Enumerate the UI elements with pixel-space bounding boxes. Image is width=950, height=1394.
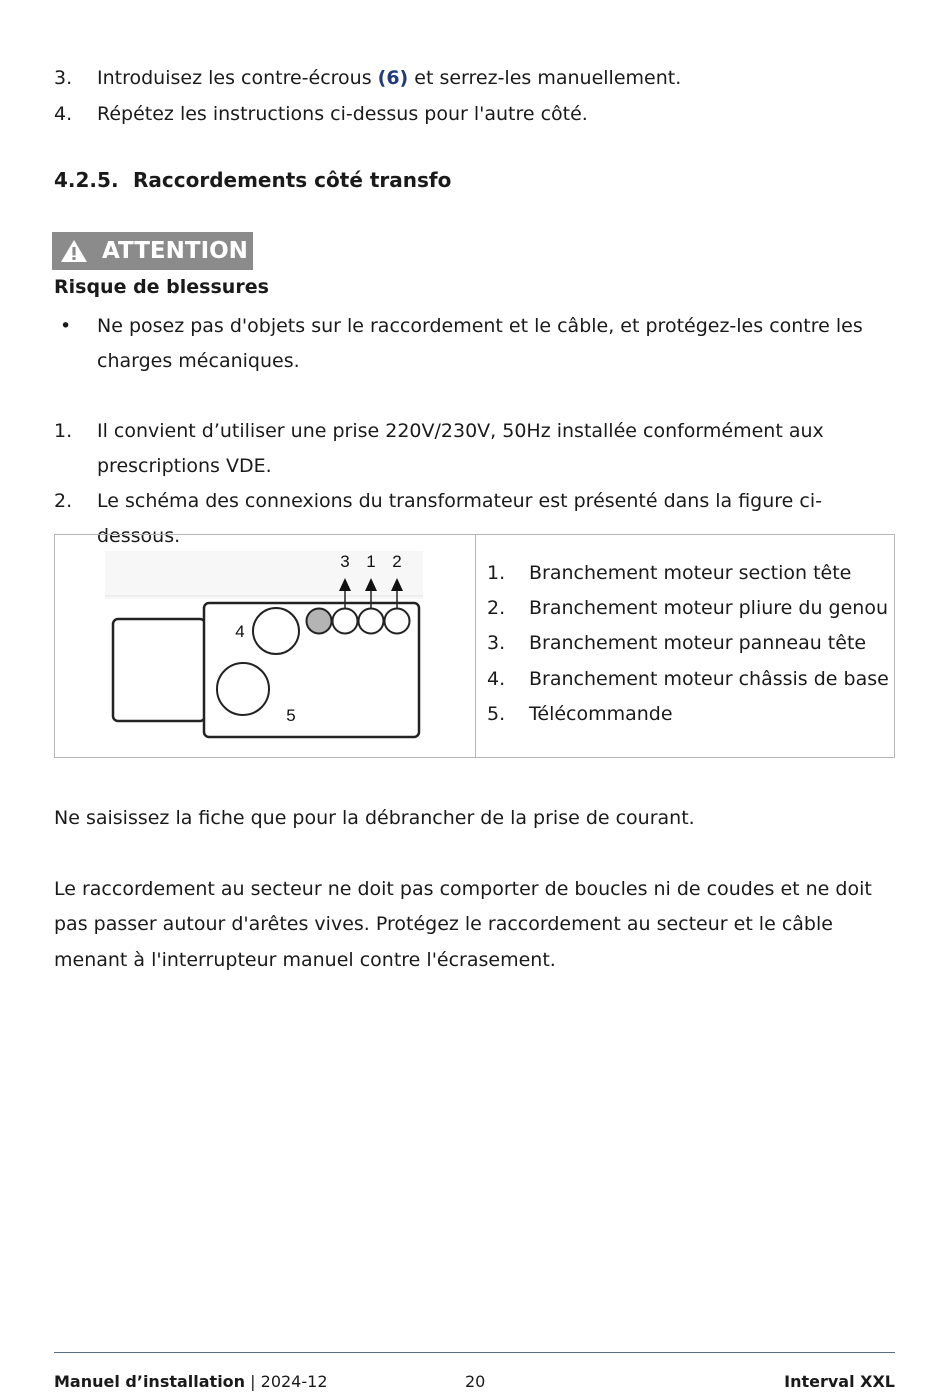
port-2 [385, 609, 410, 634]
legend-number: 3. [487, 632, 506, 655]
label-port-3: 3 [340, 552, 350, 571]
footer-doc-title: Manuel d’installation [54, 1372, 246, 1391]
bullet-text: Ne posez pas d'objets sur le raccordement et le câble, et protégez-les contre les charges mécaniques. [97, 315, 863, 372]
legend-text: Branchement moteur panneau tête [529, 632, 867, 655]
label-port-1: 1 [366, 552, 376, 571]
legend-text: Branchement moteur châssis de base [529, 667, 889, 690]
legend-number: 4. [487, 667, 506, 690]
step-number: 3. [54, 67, 73, 89]
port-3 [333, 609, 358, 634]
warning-triangle-icon [60, 239, 88, 263]
footer-separator: | [250, 1372, 256, 1391]
step-text: Le schéma des connexions du transformateur est présenté dans la figure ci-dessous. [97, 490, 822, 547]
footer-date: 2024-12 [260, 1372, 328, 1391]
section-title: Raccordements côté transfo [133, 168, 452, 192]
step-text-part: et serrez-les manuellement. [408, 67, 682, 89]
transformer-diagram [103, 549, 433, 744]
port-1 [359, 609, 384, 634]
step-text: Répétez les instructions ci-dessus pour l'autre côté. [97, 103, 588, 125]
step-text-part: Introduisez les contre-écrous [97, 67, 378, 89]
port-4 [253, 608, 299, 654]
label-port-4: 4 [235, 622, 245, 641]
legend-number: 1. [487, 562, 506, 584]
port-filled [307, 609, 332, 634]
step-4 [54, 97, 900, 132]
footer-product: Interval XXL [784, 1372, 895, 1391]
bullet-dot: • [60, 315, 72, 337]
page-number: 20 [465, 1372, 486, 1391]
legend-text: Branchement moteur section tête [529, 562, 852, 584]
legend-item [487, 697, 889, 732]
reference-6: (6) [377, 67, 409, 89]
step-text: Il convient d’utiliser une prise 220V/230V, 50Hz installée conformément aux prescriptions VDE. [97, 420, 824, 477]
legend-text: Télécommande [529, 702, 673, 725]
step-number: 4. [54, 103, 73, 125]
table-divider [475, 535, 476, 757]
step-3 [54, 61, 900, 96]
section-number: 4.2.5. [54, 168, 119, 192]
legend-number: 2. [487, 597, 506, 620]
port-5 [217, 663, 269, 715]
legend-item [487, 591, 889, 626]
step-number: 1. [54, 420, 73, 442]
connection-table [54, 534, 895, 758]
legend-number: 5. [487, 702, 506, 725]
step-number: 2. [54, 490, 73, 512]
paragraph-plug: Ne saisissez la fiche que pour la débrancher de la prise de courant. [54, 807, 695, 829]
footer-rule [54, 1352, 895, 1353]
risk-bullet [54, 309, 900, 379]
footer-doc-info [54, 1372, 328, 1391]
legend-item [487, 626, 889, 661]
section-heading [54, 168, 451, 192]
legend-item [487, 662, 889, 697]
step-1 [54, 414, 900, 484]
attention-label: ATTENTION [102, 238, 248, 264]
legend-item [487, 556, 889, 591]
paragraph-mains-cable: Le raccordement au secteur ne doit pas comporter de boucles ni de coudes et ne doit pas passer autour d'arêtes vives. Protégez le raccordement au secteur et le câble menant à l'interrupteur manuel contre l'écrasement. [54, 878, 872, 971]
legend-text: Branchement moteur pliure du genou [529, 597, 888, 620]
step-text [97, 61, 900, 96]
connection-legend [487, 556, 889, 732]
attention-badge [52, 232, 253, 270]
label-port-5: 5 [286, 706, 296, 725]
power-plug-box [113, 619, 205, 721]
risk-title: Risque de blessures [54, 276, 269, 298]
label-port-2: 2 [392, 552, 402, 571]
